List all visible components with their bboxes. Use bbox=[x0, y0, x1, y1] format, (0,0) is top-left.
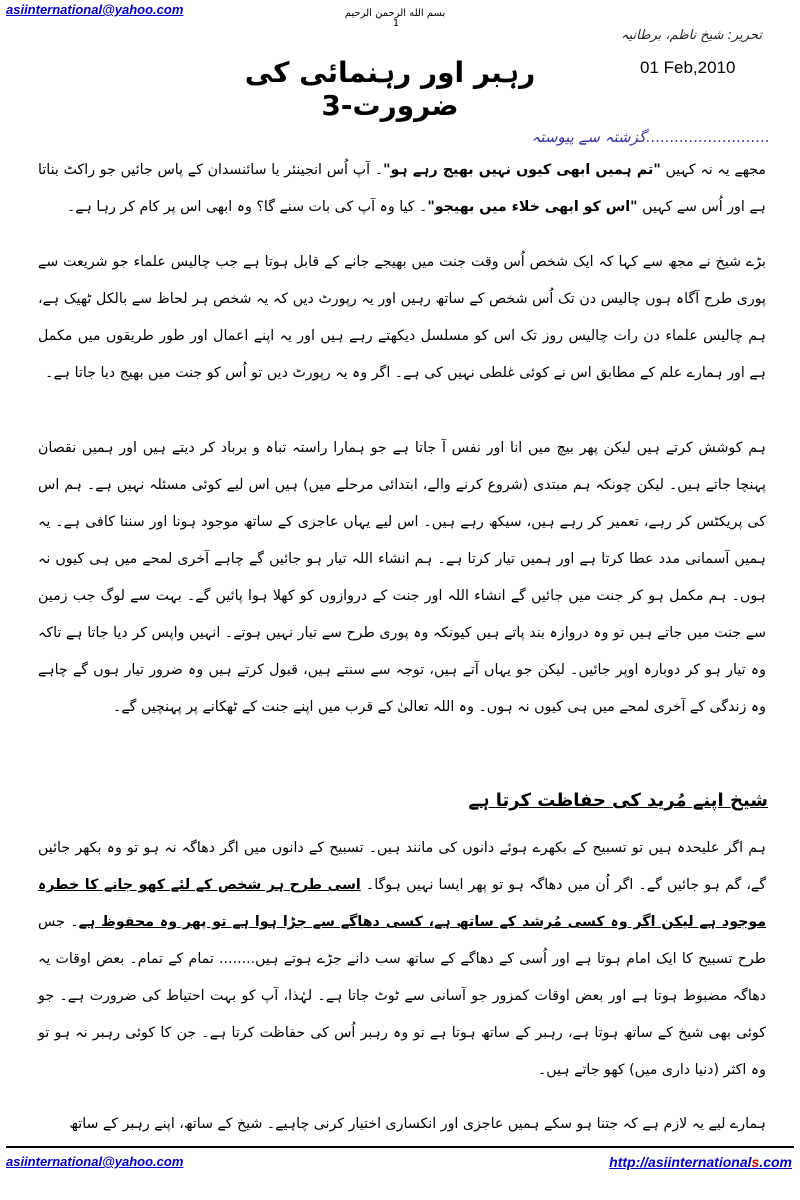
url-part-c: s bbox=[751, 1154, 760, 1170]
url-part-a: http://asiinternationa bbox=[609, 1154, 748, 1170]
url-part-d: .com bbox=[759, 1154, 792, 1170]
p4-text-a: ہم اگر علیحدہ ہیں تو تسبیح کے بکھرے ہوئے دانوں کی مانند ہیں۔ تسبیح کے دانوں میں اگر دھاگہ نہ ہو تو وہ بکھر جائیں گے، گم ہو جائیں گے۔ اگر اُن میں دھاگہ ہو تو پھر ایسا نہیں ہوگا۔ bbox=[38, 840, 766, 893]
paragraph-1 bbox=[38, 152, 766, 226]
p1-text-c: ۔ آپ اُس انجینئر یا سائنسدان کے پاس جائیں جو راکٹ بناتا ہے اور اُس سے کہیں bbox=[38, 162, 766, 215]
url-part-b: l bbox=[747, 1154, 752, 1170]
p4-emphasis: اسی طرح ہر شخص کے لئے کھو جانے کا خطرہ موجود ہے لیکن اگر وہ کسی مُرشد کے ساتھ ہے، کسی دھاگے سے جڑا ہوا ہے تو پھر وہ محفوظ ہے bbox=[38, 877, 766, 930]
p4-text-c: ۔ جس طرح تسبیح کا ایک امام ہوتا ہے اور اُسی کے دھاگے کے ساتھ سب دانے جڑے ہوتے ہیں........ تمام کے تمام۔ بعض اوقات یہ دھاگہ مضبوط ہوتا ہے اور بعض اوقات کمزور جو آسانی سے ٹوٹ جاتا ہے۔ لہٰذا، آپ کو بہت احتیاط کی ضرورت ہے۔ جو کوئی بھی شیخ کے ساتھ ہوتا ہے، رہبر کے ساتھ ہوتا ہے تو وہ رہبر اُس کی حفاظت کرتا ہے۔ جن کا کوئی رہبر نہ ہو تو وہ اکثر (دنیا داری میں) کھو جاتے ہیں۔ bbox=[38, 914, 766, 1078]
section-heading: شیخ اپنے مُرید کی حفاظت کرتا ہے bbox=[468, 790, 768, 811]
p1-quote-2: "اس کو ابھی خلاء میں بھیجو" bbox=[427, 199, 638, 215]
footer-website-link[interactable] bbox=[609, 1154, 792, 1170]
footer-divider bbox=[6, 1146, 794, 1148]
p1-quote-1: "تم ہمیں ابھی کیوں نہیں بھیج رہے ہو" bbox=[383, 162, 661, 178]
continued-note: ..........................گزشتہ سے پیوستہ bbox=[531, 128, 770, 146]
author-byline: تحریر: شیخ ناظم، برطانیہ bbox=[621, 28, 762, 43]
p1-text-a: مجھے یہ نہ کہیں bbox=[660, 162, 767, 178]
paragraph-4 bbox=[38, 830, 766, 1089]
header-email-link[interactable]: asiinternational@yahoo.com bbox=[6, 2, 184, 17]
page-number: 1 bbox=[392, 18, 400, 29]
bismillah-header: بسم الله الرحمن الرحيم bbox=[344, 8, 446, 19]
footer-email-link[interactable]: asiinternational@yahoo.com bbox=[6, 1154, 184, 1169]
paragraph-5: ہمارے لیے یہ لازم ہے کہ جتنا ہو سکے ہمیں عاجزی اور انکساری اختیار کرنی چاہیے۔ شیخ کے ساتھ، اپنے رہبر کے ساتھ bbox=[69, 1116, 766, 1132]
publish-date: 01 Feb,2010 bbox=[640, 58, 736, 77]
page-title: رہبر اور رہنمائی کی ضرورت-3 bbox=[244, 56, 536, 122]
paragraph-3: ہم کوشش کرتے ہیں لیکن پھر بیچ میں انا اور نفس آ جاتا ہے جو ہمارا راستہ تباہ و برباد کر دیتے ہیں اور ہمیں نقصان پہنچا جاتے ہیں۔ لیکن چونکہ ہم مبتدی (شروع کرنے والے، ابتدائی مرحلے میں) ہیں اس لیے کوئی مسئلہ نہیں ہے۔ ہم اس کی پریکٹس کر رہے، تعمیر کر رہے ہیں، سیکھ رہے ہیں۔ اس لیے یہاں عاجزی کے ساتھ موجود ہونا اور سننا کافی ہے۔ یہ ہمیں آسمانی مدد عطا کرتا ہے اور ہمیں تیار کرتا ہے۔ ہم انشاء اللہ تیار ہو جائیں گے چاہے آخری لمحے میں ہی کیوں نہ ہوں۔ ہم مکمل ہو کر جنت میں جائیں گے انشاء اللہ اور جنت کے دروازوں کو کھلا ہوا پائیں گے۔ بہت سے لوگ جب زمین سے جنت میں جاتے ہیں تو وہ دروازہ بند پاتے ہیں کیونکہ وہ پوری طرح سے تیار نہیں ہوتے۔ انہیں واپس کر دیا جاتا ہے تاکہ وہ تیار ہو کر دوبارہ اوپر جائیں۔ لیکن جو یہاں آتے ہیں، توجہ سے سنتے ہیں، قبول کرتے ہیں وہ ضرور تیار ہوں گے چاہے وہ زندگی کے آخری لمحے میں ہی کیوں نہ ہوں۔ وہ اللہ تعالیٰ کے قرب میں اپنے جنت کے ٹھکانے پر پہنچیں گے۔ bbox=[38, 440, 766, 715]
p1-text-e: ۔ کیا وہ آپ کی بات سنے گا؟ وہ ابھی اس پر کام کر رہا ہے۔ bbox=[66, 199, 428, 215]
paragraph-2: بڑے شیخ نے مجھ سے کہا کہ ایک شخص اُس وقت جنت میں بھیجے جانے کے قابل ہوتا ہے جب چالیس علماء جو شریعت سے پوری طرح آگاہ ہوں چالیس دن تک اُس شخص کے ساتھ رہیں اور یہ رپورٹ دیں کہ یہ شخص ہر لحاظ سے بالکل ٹھیک ہے، ہم چالیس علماء دن رات چالیس روز تک اس کو مسلسل دیکھتے رہے ہیں اور یہ اپنے اعمال اور طور طریقوں میں مکمل ہے اور ہمارے علم کے مطابق اس نے کوئی غلطی نہیں کی ہے۔ اگر وہ یہ رپورٹ دیں تو اُس کو جنت میں بھیج دیا جاتا ہے۔ bbox=[38, 254, 766, 381]
